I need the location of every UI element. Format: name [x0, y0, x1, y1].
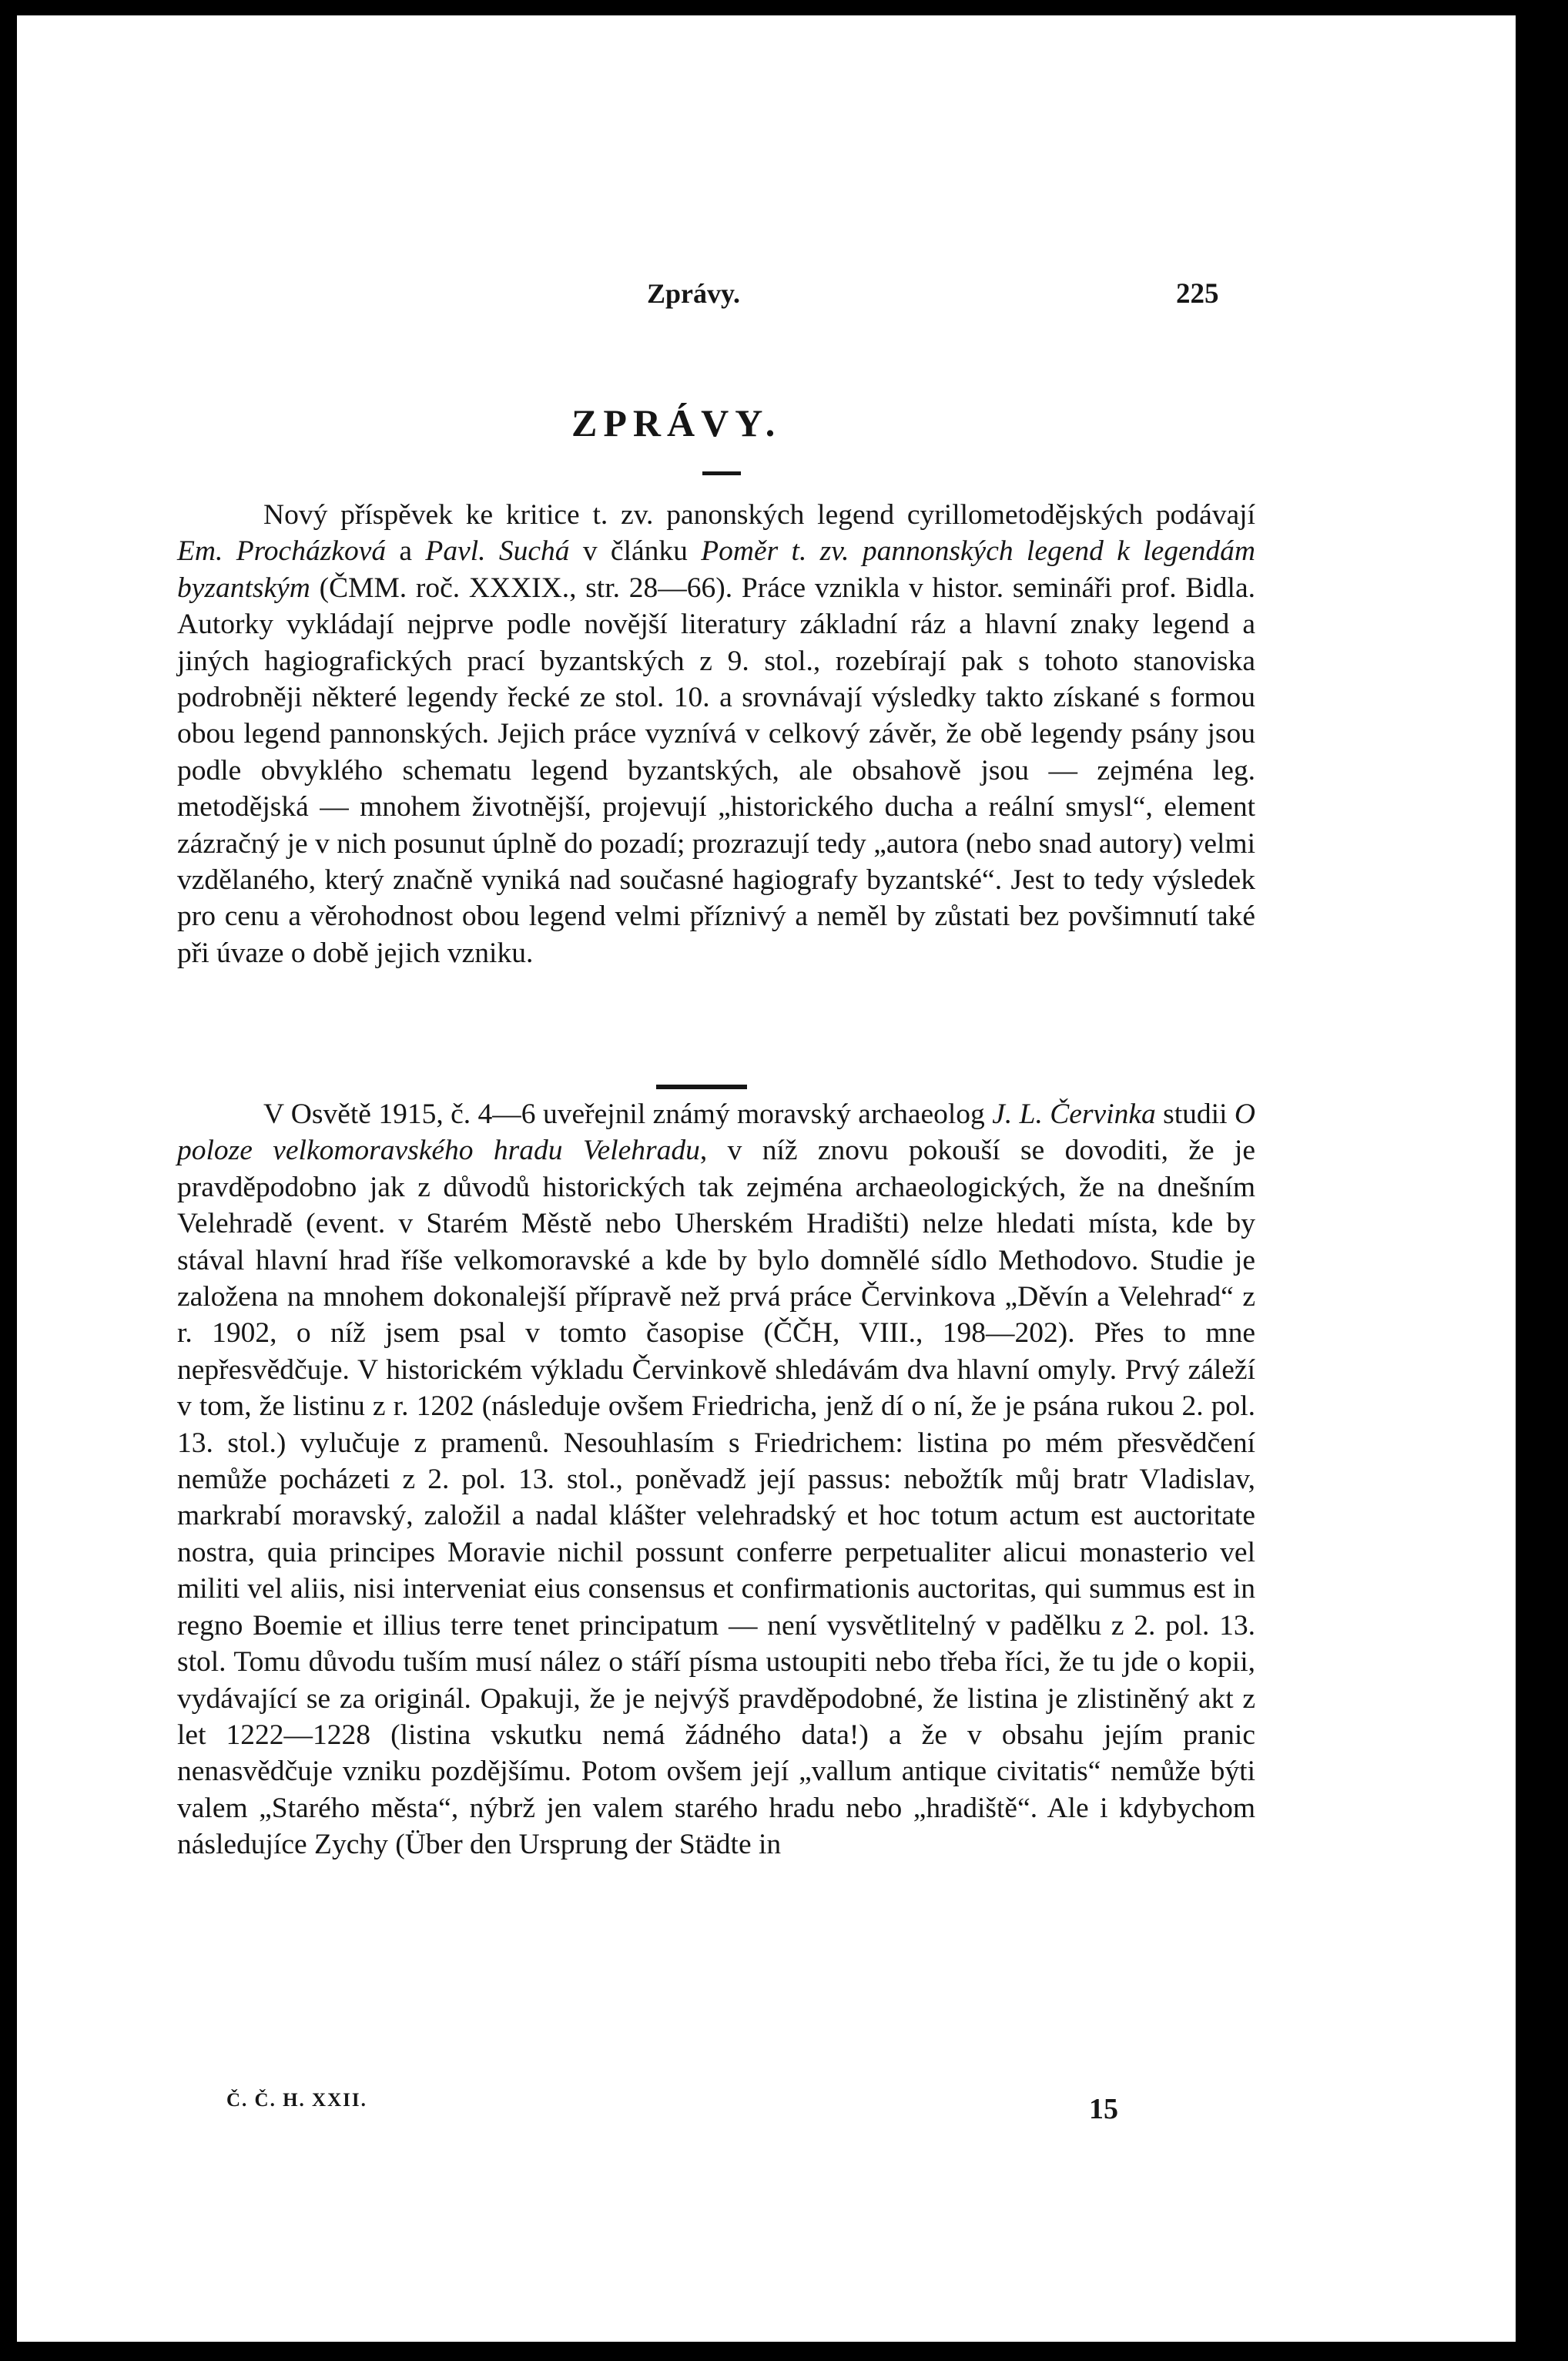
journal-signature: Č. Č. H. XXII. [226, 2090, 367, 2111]
author-name: J. L. Červinka [992, 1098, 1156, 1130]
section-title: ZPRÁVY. [571, 401, 782, 444]
section-divider [656, 1085, 747, 1089]
paragraph-1-text: a [386, 535, 426, 568]
page-number: 225 [1176, 278, 1219, 310]
study-title: O poloze velkomoravského hradu Velehradu [177, 1098, 1255, 1167]
paragraph-2-text: studii [1155, 1098, 1235, 1130]
paragraph-1 [177, 497, 1255, 971]
gathering-number: 15 [1089, 2093, 1118, 2125]
article-title: Poměr t. zv. pannonských legend k legendám byzantským [177, 535, 1255, 604]
title-rule [702, 471, 741, 475]
paragraph-2-text: V Osvětě 1915, č. 4—6 uveřejnil známý moravský archaeolog [263, 1098, 993, 1130]
paragraph-1-text: Nový příspěvek ke kritice t. zv. panonských legend cyrillometodějských podávají [263, 499, 1255, 531]
running-head: Zprávy. [647, 278, 741, 309]
paragraph-1-text: v článku [569, 535, 702, 568]
paragraph-2-text: , v níž znovu pokouší se dovoditi, že je pravděpodobno jak z důvodů historických tak zejména archaeologických, že na dnešním Velehradě (event. v Starém Městě nebo Uherském Hradišti) nelze hledati místa, kde by stával hlavní hrad říše velkomoravské a kde by bylo domnělé sídlo Methodovo. Studie je založena na mnohem dokonalejší přípravě než prvá práce Červinkova „Děvín a Velehrad“ z r. 1902, o níž jsem psal v tomto časopise (ČČH, VIII., 198—202). Přes to mne nepřesvědčuje. V historickém výkladu Červinkově shledávám dva hlavní omyly. Prvý záleží v tom, že listinu z r. 1202 (následuje ovšem Friedricha, jenž dí o ní, že je psána rukou 2. pol. 13. stol.) vylučuje z pramenů. Nesouhlasím s Friedrichem: listina po mém přesvědčení nemůže pocházeti z 2. pol. 13. stol., poněvadž její passus: nebožtík můj bratr Vladislav, markrabí moravský, založil a nadal klášter velehradský et hoc totum actum est auctoritate nostra, quia principes Moravie nichil possunt conferre perpetualiter alicui monasterio vel militi vel aliis, nisi interveniat eius consensus et confirmationis auctoritas, qui summus est in regno Boemie et illius terre tenet principatum — není vysvětlitelný v padělku z 2. pol. 13. stol. Tomu důvodu tuším musí nález o stáří písma ustoupiti nebo třeba říci, že tu jde o kopii, vydávající se za originál. Opakuji, že je nejvýš pravděpodobné, že listina je zlistiněný akt z let 1222—1228 (listina vskutku nemá žádného data!) a že v obsahu jejím pranic nenasvědčuje vzniku pozdějšímu. Potom ovšem její „vallum antique civitatis“ nemůže býti valem „Starého města“, nýbrž jen valem starého hradu nebo „hradiště“. Ale i kdybychom následujíce Zychy (Über den Ursprung der Städte in [177, 1135, 1255, 1861]
author-name: Pavl. Suchá [425, 535, 570, 568]
book-page [17, 15, 1516, 2342]
author-name: Em. Procházková [177, 535, 387, 568]
paragraph-1-text: (ČMM. roč. XXXIX., str. 28—66). Práce vznikla v histor. semináři prof. Bidla. Autorky vykládají nejprve podle novější literatury základní ráz a hlavní znaky legend a jiných hagiografických prací byzantských z 9. stol., rozebírají pak s tohoto stanoviska podrobněji některé legendy řecké ze stol. 10. a srovnávají výsledky takto získané s formou obou legend pannonských. Jejich práce vyznívá v celkový závěr, že obě legendy psány jsou podle obvyklého schematu legend byzantských, ale obsahově jsou — zejména leg. metodějská — mnohem životnější, projevují „historického ducha a reální smysl“, element zázračný je v nich posunut úplně do pozadí; prozrazují tedy „autora (nebo snad autory) velmi vzdělaného, který značně vyniká nad současné hagiografy byzantské“. Jest to tedy výsledek pro cenu a věrohodnost obou legend velmi příznivý a neměl by zůstati bez povšimnutí také při úvaze o době jejich vzniku. [177, 572, 1255, 969]
paragraph-2 [177, 1096, 1255, 1863]
